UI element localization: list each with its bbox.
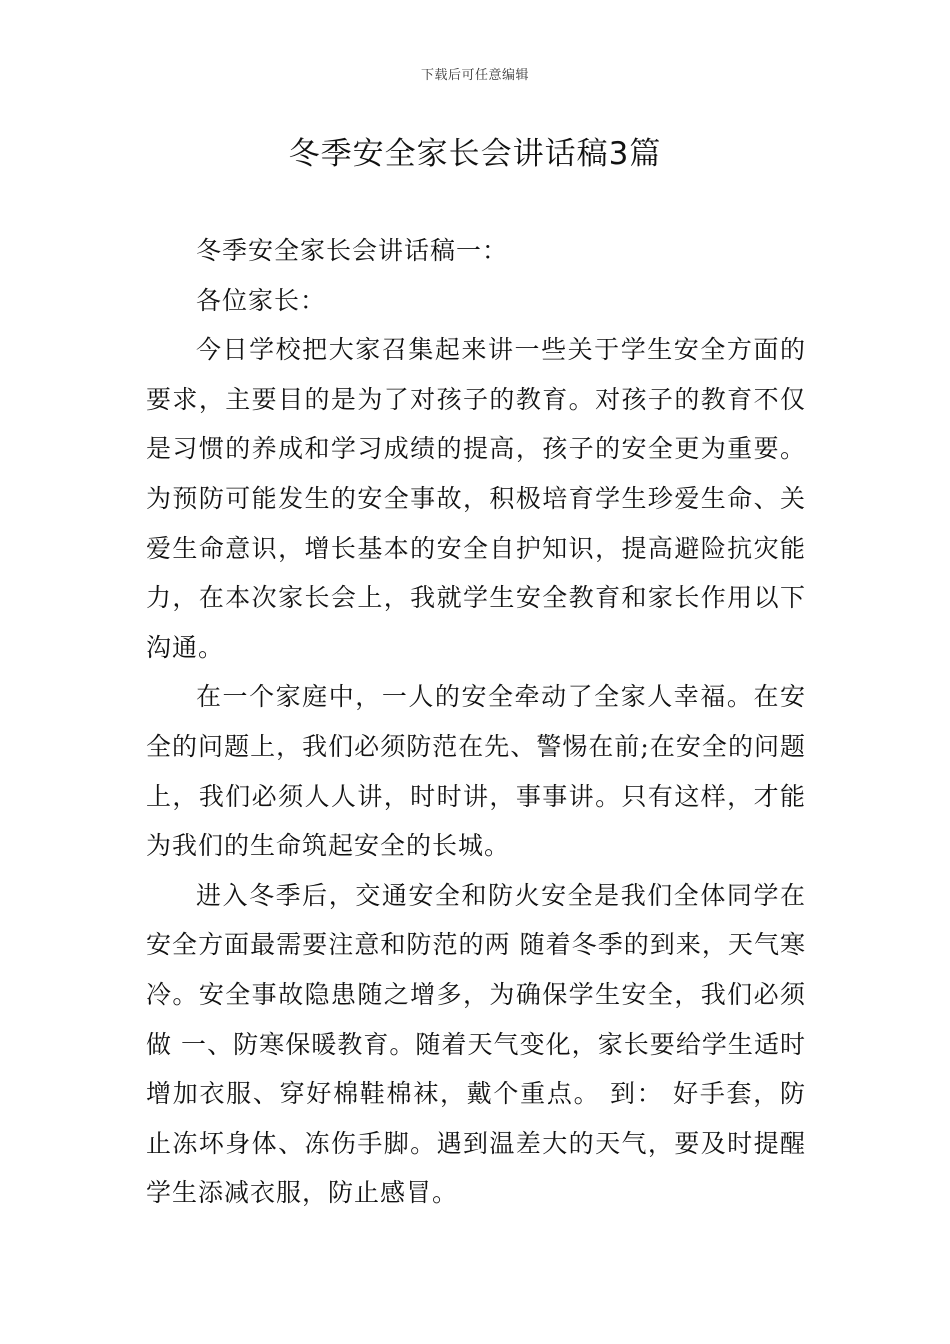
salutation: 各位家长：	[196, 285, 327, 315]
paragraph: 今日学校把大家召集起来讲一些关于学生安全方面的要求，主要目的是为了对孩子的教育。对孩子的教育不仅是习惯的养成和学习成绩的提高，孩子的安全更为重要。为预防可能发生的安全事故，积极培育学生珍爱生命、关爱生命意识，增长基本的安全自护知识，提高避险抗灾能力，在本次家长会上，我就学生安全教育和家长作用以下沟通。	[146, 335, 806, 662]
paragraph: 进入冬季后，交通安全和防火安全是我们全体同学在安全方面最需要注意和防范的两 随着冬季的到来，天气寒冷。安全事故隐患随之增多，为确保学生安全，我们必须做 一、防寒保暖教育。随着天气变化，家长要给学生适时增加衣服、穿好棉鞋棉袜，戴个重点。 到： 好手套，防止冻坏身体、冻伤手脚。遇到温差大的天气，要及时提醒学生添减衣服，防止感冒。	[146, 880, 806, 1208]
section-heading: 冬季安全家长会讲话稿一：	[196, 236, 509, 265]
document-title: 冬季安全家长会讲话稿3篇	[288, 136, 662, 172]
paragraph: 在一个家庭中，一人的安全牵动了全家人幸福。在安全的问题上，我们必须防范在先、警惕在前;在安全的问题上，我们必须人人讲，时时讲，事事讲。只有这样，才能为我们的生命筑起安全的长城。	[146, 682, 806, 861]
document-body	[146, 226, 806, 1218]
header-note: 下载后可任意编辑	[420, 68, 529, 83]
